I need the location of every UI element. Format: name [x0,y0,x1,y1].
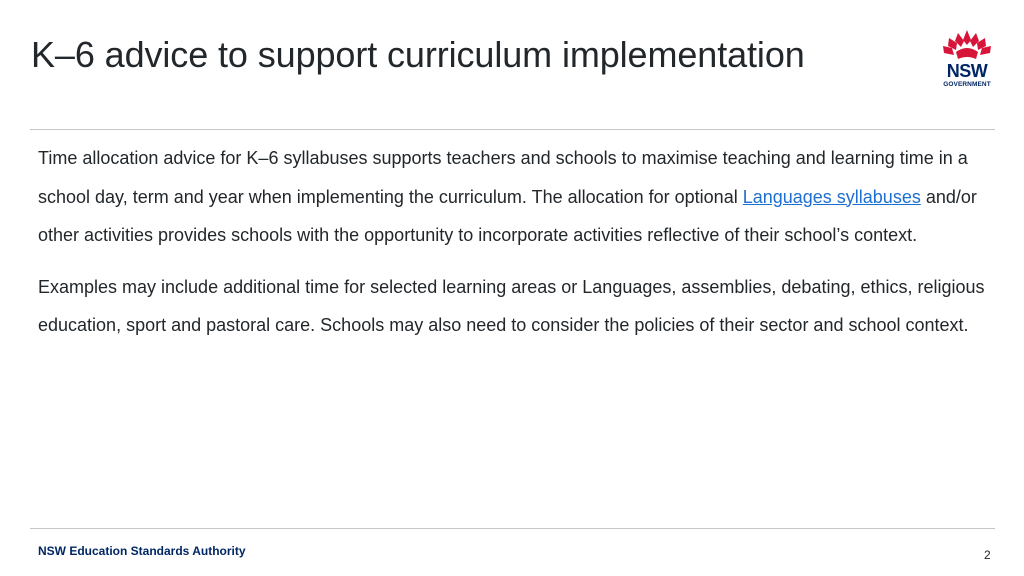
header-divider [30,129,995,130]
languages-syllabuses-link[interactable]: Languages syllabuses [742,186,921,207]
paragraph-examples: Examples may include additional time for selected learning areas or Languages, assemblies, debating, ethics, religious education, sport and pastoral care. Schools may also need to consider the policies of their sector and school context. [38,276,985,335]
nsw-government-logo [938,28,998,90]
paragraph-time-allocation [38,139,1003,255]
logo-nsw-text: NSW [946,61,988,81]
page-title: K–6 advice to support curriculum implementation [31,34,805,75]
paragraph-text: and/or other activities provides schools with the opportunity to incorporate activities reflective of their school’s context. [38,186,977,245]
paragraph-text: Time allocation advice for K–6 syllabuses supports teachers and schools to maximise teaching and learning time in a school day, term and year when implementing the curriculum. The allocation for optional [38,148,968,207]
slide-body [38,139,1003,358]
logo-government-text: GOVERNMENT [943,81,991,88]
waratah-icon [938,28,996,62]
footer-organisation: NSW Education Standards Authority [38,544,246,558]
page-number: 2 [984,548,991,562]
footer-divider [30,528,995,529]
